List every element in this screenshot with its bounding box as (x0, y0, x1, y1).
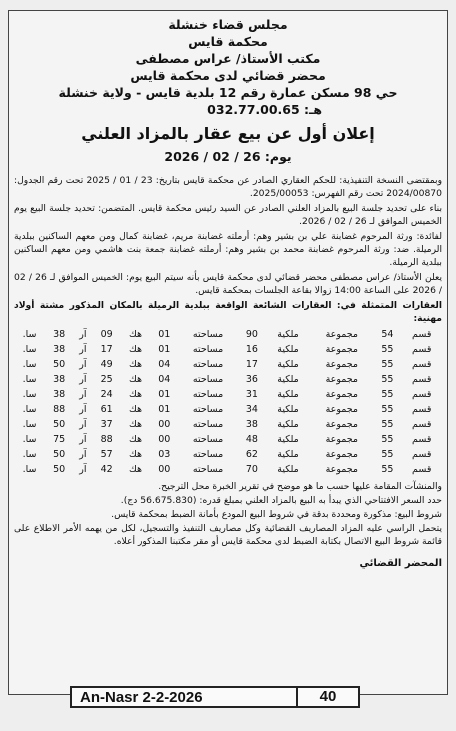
lot-row (14, 327, 442, 342)
lot-cell-s: 38 (53, 374, 66, 385)
lot-cell-gn: ملكية (277, 344, 299, 355)
lot-cell-gn: ملكية (277, 434, 299, 445)
lot-cell-m: 16 (245, 344, 258, 355)
lot-cell-sa: سا. (22, 449, 37, 460)
lot-cell-qn: 55 (381, 464, 394, 475)
lot-cell-hl: هك (128, 359, 142, 370)
lot-cell-sa: سا. (22, 434, 37, 445)
lot-cell-q: قسم (412, 344, 432, 355)
lot-row (14, 447, 442, 462)
lot-cell-ms: مساحته (192, 449, 224, 460)
lot-cell-ms: مساحته (192, 419, 224, 430)
lot-cell-ar: آر (79, 344, 87, 355)
lot-cell-sa: سا. (22, 389, 37, 400)
signature: المحضر القضائي (359, 558, 442, 569)
page-footer-bar (70, 686, 360, 708)
lot-cell-ms: مساحته (192, 374, 224, 385)
lot-cell-sa: سا. (22, 464, 37, 475)
lot-cell-a: 61 (100, 404, 113, 415)
lot-cell-q: قسم (412, 329, 432, 340)
lot-row (14, 387, 442, 402)
lot-cell-q: قسم (412, 374, 432, 385)
lot-cell-h: 00 (158, 464, 171, 475)
office-address: حي 98 مسكن عمارة رقم 12 بلدية قايس - ولاية خنشلة (58, 85, 398, 100)
lot-cell-h: 01 (158, 344, 171, 355)
footer-paragraph: شروط البيع: مذكورة ومحددة بدقة في شروط البيع المودع بأمانة الضبط بمحكمة قايس. (111, 509, 442, 520)
lot-row (14, 402, 442, 417)
lot-cell-hl: هك (128, 464, 142, 475)
lot-cell-g: مجموعة (325, 329, 358, 340)
lot-cell-a: 17 (100, 344, 113, 355)
lot-cell-g: مجموعة (325, 389, 358, 400)
lot-cell-g: مجموعة (325, 434, 358, 445)
lot-cell-m: 90 (245, 329, 258, 340)
lot-cell-qn: 55 (381, 344, 394, 355)
lot-cell-sa: سا. (22, 329, 37, 340)
lot-cell-h: 01 (158, 404, 171, 415)
paragraph: بناء على تحديد جلسة البيع بالمزاد العلني الصادر عن السيد رئيس محكمة قايس. المتضمن: تحديد جلسة البيع يوم الخميس الموافق لـ 26 / 02 / 2026. (14, 203, 442, 227)
paragraph: يعلن الأستاذ/ عراس مصطفى محضر قضائي لدى محكمة قايس بأنه سيتم البيع يوم: الخميس الموافق لـ 26 / 02 / 2026 على الساعة 14:00 زوالا بقاعة الجلسات بمحكمة قايس. (14, 272, 442, 296)
lot-cell-s: 50 (53, 419, 66, 430)
lot-cell-hl: هك (128, 419, 142, 430)
lot-cell-h: 04 (158, 359, 171, 370)
lot-cell-h: 00 (158, 434, 171, 445)
lot-cell-ar: آر (79, 404, 87, 415)
lot-cell-gn: ملكية (277, 419, 299, 430)
lot-cell-qn: 55 (381, 389, 394, 400)
lot-cell-q: قسم (412, 464, 432, 475)
lot-cell-a: 09 (100, 329, 113, 340)
lot-cell-qn: 54 (381, 329, 394, 340)
lot-cell-ar: آر (79, 374, 87, 385)
lot-cell-g: مجموعة (325, 359, 358, 370)
page-number: 40 (296, 688, 358, 706)
paragraph: لفائدة: ورثة المرحوم غضابنة علي بن بشير وهم: أرملته غضابنة مريم، غضابنة كمال ومن معهم الساكنين ببلدية الرميلة. ضد: ورثة المرحوم غضابنة محمد بن بشير وهم: أرملته غضابنة جمعة بنت هاشمي ومن معهم الساكنين ببلدية الرميلة. (14, 231, 442, 268)
lot-cell-h: 04 (158, 374, 171, 385)
lot-cell-q: قسم (412, 449, 432, 460)
lot-cell-sa: سا. (22, 404, 37, 415)
lot-cell-ar: آر (79, 359, 87, 370)
lot-cell-ar: آر (79, 449, 87, 460)
lot-cell-g: مجموعة (325, 449, 358, 460)
lot-cell-ms: مساحته (192, 404, 224, 415)
lot-row (14, 417, 442, 432)
lot-cell-q: قسم (412, 419, 432, 430)
lot-cell-m: 70 (245, 464, 258, 475)
lot-cell-hl: هك (128, 329, 142, 340)
lot-cell-s: 50 (53, 449, 66, 460)
lot-cell-q: قسم (412, 434, 432, 445)
lot-cell-gn: ملكية (277, 389, 299, 400)
lot-cell-m: 34 (245, 404, 258, 415)
lot-cell-qn: 55 (381, 434, 394, 445)
lot-cell-gn: ملكية (277, 359, 299, 370)
lot-cell-ar: آر (79, 464, 87, 475)
lot-cell-gn: ملكية (277, 404, 299, 415)
lot-cell-a: 49 (100, 359, 113, 370)
lot-cell-ms: مساحته (192, 434, 224, 445)
lot-cell-qn: 55 (381, 419, 394, 430)
lot-cell-sa: سا. (22, 359, 37, 370)
lot-cell-m: 62 (245, 449, 258, 460)
lot-cell-s: 50 (53, 359, 66, 370)
lot-cell-a: 42 (100, 464, 113, 475)
publication-date: An-Nasr 2-2-2026 (80, 688, 203, 706)
lot-cell-m: 36 (245, 374, 258, 385)
lot-cell-ms: مساحته (192, 329, 224, 340)
lot-cell-gn: ملكية (277, 374, 299, 385)
lot-cell-a: 37 (100, 419, 113, 430)
office-name: مكتب الأستاذ/ عراس مصطفى (135, 51, 321, 66)
lot-cell-gn: ملكية (277, 449, 299, 460)
court-council: مجلس قضاء خنشلة (168, 17, 288, 32)
lot-cell-s: 38 (53, 329, 66, 340)
lot-cell-g: مجموعة (325, 464, 358, 475)
lot-cell-q: قسم (412, 404, 432, 415)
lot-cell-s: 75 (53, 434, 66, 445)
lot-cell-qn: 55 (381, 404, 394, 415)
lot-cell-qn: 55 (381, 449, 394, 460)
lot-row (14, 357, 442, 372)
lot-cell-m: 31 (245, 389, 258, 400)
notice-content (14, 16, 442, 569)
lot-cell-gn: ملكية (277, 329, 299, 340)
lot-cell-g: مجموعة (325, 404, 358, 415)
lot-row (14, 372, 442, 387)
lot-cell-h: 01 (158, 329, 171, 340)
lot-cell-s: 38 (53, 389, 66, 400)
lot-cell-ms: مساحته (192, 344, 224, 355)
lot-cell-hl: هك (128, 404, 142, 415)
lot-cell-hl: هك (128, 374, 142, 385)
lot-cell-hl: هك (128, 344, 142, 355)
notice-title: إعلان أول عن بيع عقار بالمزاد العلني (81, 124, 375, 143)
lot-cell-m: 17 (245, 359, 258, 370)
lot-cell-h: 00 (158, 419, 171, 430)
lot-cell-sa: سا. (22, 374, 37, 385)
lot-cell-g: مجموعة (325, 344, 358, 355)
lot-cell-qn: 55 (381, 374, 394, 385)
lot-cell-a: 25 (100, 374, 113, 385)
lot-cell-ms: مساحته (192, 389, 224, 400)
footer-paragraph: حدد السعر الافتتاحي الذي يبدأ به البيع بالمزاد العلني بمبلغ قدره: (56.675.830 دج). (120, 495, 442, 506)
lot-cell-ms: مساحته (192, 464, 224, 475)
lot-cell-s: 50 (53, 464, 66, 475)
lot-cell-a: 57 (100, 449, 113, 460)
lot-cell-gn: ملكية (277, 464, 299, 475)
lot-cell-s: 38 (53, 344, 66, 355)
lot-cell-q: قسم (412, 359, 432, 370)
paragraph: العقارات المتمثلة في: العقارات الشائعة الواقعة ببلدية الرميلة بالمكان المذكور مشتة أولاد مهنية: (14, 300, 442, 324)
lot-cell-ms: مساحته (192, 359, 224, 370)
lot-row (14, 462, 442, 477)
lot-cell-h: 01 (158, 389, 171, 400)
lot-row (14, 432, 442, 447)
lot-cell-ar: آر (79, 389, 87, 400)
lot-cell-m: 48 (245, 434, 258, 445)
lot-cell-ar: آر (79, 419, 87, 430)
footer-paragraph: والمنشآت المقامة عليها حسب ما هو موضح في تقرير الخبرة محل الترجيح. (158, 481, 442, 492)
lot-cell-h: 03 (158, 449, 171, 460)
lot-cell-hl: هك (128, 434, 142, 445)
lot-cell-ar: آر (79, 434, 87, 445)
lot-cell-m: 38 (245, 419, 258, 430)
lot-row (14, 342, 442, 357)
lot-cell-g: مجموعة (325, 419, 358, 430)
lot-cell-a: 88 (100, 434, 113, 445)
paragraph: وبمقتضى النسخة التنفيذية: للحكم العقاري الصادر عن محكمة قايس بتاريخ: 23 / 01 / 2025 تحت رقم الجدول: 2024/00870 تحت رقم الفهرس: 2025/00053. (14, 175, 443, 199)
footer-paragraph: يتحمل الراسي عليه المزاد المصاريف القضائية وكل مصاريف التنفيذ والتسجيل، لكل من يهمه الأمر الاطلاع على قائمة شروط البيع الاتصال بكتابة الضبط لدى محكمة قايس أو مقر مكتبنا المذكور أعلاه. (14, 523, 442, 547)
auction-date: يوم: 26 / 02 / 2026 (164, 149, 292, 164)
lot-cell-q: قسم (412, 389, 432, 400)
lot-cell-ar: آر (79, 329, 87, 340)
property-lots-table (14, 327, 442, 477)
lot-cell-g: مجموعة (325, 374, 358, 385)
lot-cell-sa: سا. (22, 419, 37, 430)
lot-cell-a: 24 (100, 389, 113, 400)
lot-cell-sa: سا. (22, 344, 37, 355)
lot-cell-s: 88 (53, 404, 66, 415)
office-phone: هـ: 032.77.00.65 (207, 102, 322, 117)
lot-cell-hl: هك (128, 389, 142, 400)
bailiff-title: محضر قضائي لدى محكمة قايس (130, 68, 326, 83)
court-name: محكمة قايس (188, 34, 268, 49)
lot-cell-hl: هك (128, 449, 142, 460)
lot-cell-qn: 55 (381, 359, 394, 370)
